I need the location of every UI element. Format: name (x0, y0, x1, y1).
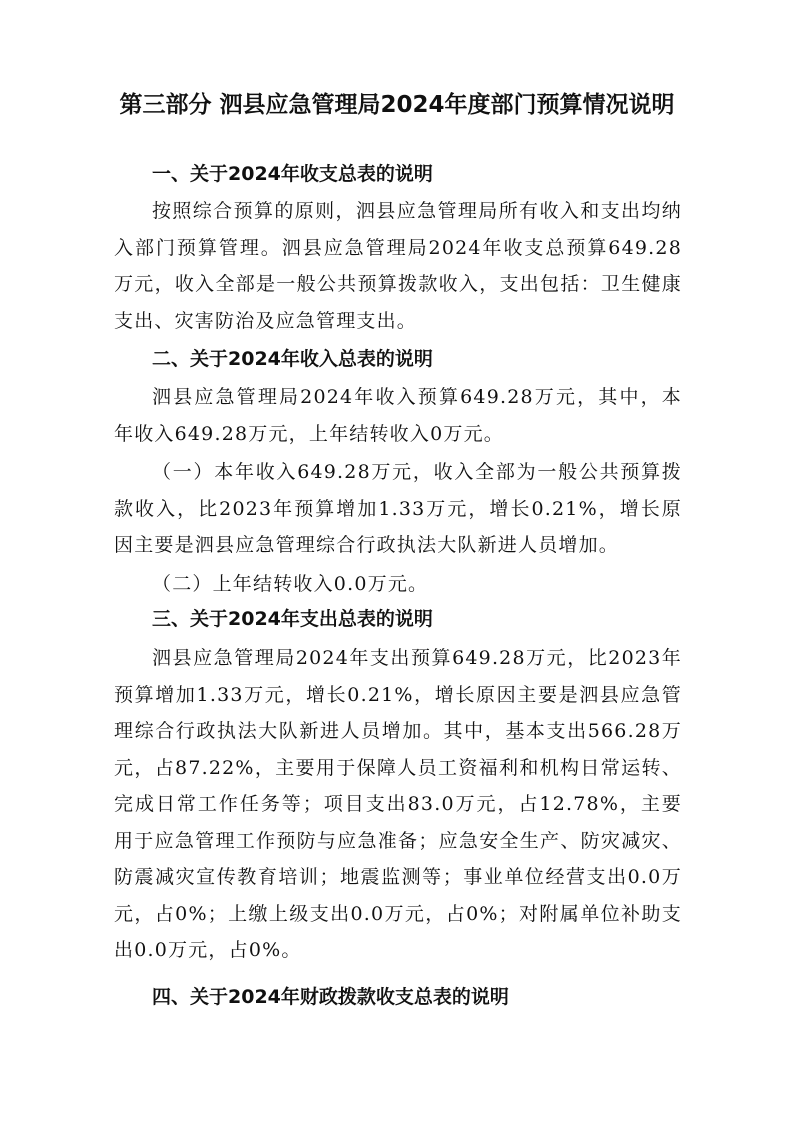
section-heading-4: 四、关于2024年财政拨款收支总表的说明 (152, 986, 509, 1008)
section-2-paragraph-3: （二）上年结转收入0.0万元。 (152, 573, 429, 595)
section-1-paragraph-1: 按照综合预算的原则，泗县应急管理局所有收入和支出均纳入部门预算管理。泗县应急管理局2024年收支总预算649.28万元，收入全部是一般公共预算拨款收入，支出包括：卫生健康支出、灾害防治及应急管理支出。 (114, 200, 682, 332)
section-2-paragraph-2: （一）本年收入649.28万元，收入全部为一般公共预算拨款收入，比2023年预算增加1.33万元，增长0.21%，增长原因主要是泗县应急管理综合行政执法大队新进人员增加。 (114, 461, 682, 556)
section-2-paragraph-1: 泗县应急管理局2024年收入预算649.28万元，其中，本年收入649.28万元，上年结转收入0万元。 (114, 386, 682, 445)
document-title: 第三部分 泗县应急管理局2024年度部门预算情况说明 (119, 92, 675, 118)
section-3-paragraph-1: 泗县应急管理局2024年支出预算649.28万元，比2023年预算增加1.33万元，增长0.21%，增长原因主要是泗县应急管理综合行政执法大队新进人员增加。其中，基本支出566.28万元，占87.22%，主要用于保障人员工资福利和机构日常运转、完成日常工作任务等；项目支出83.0万元，占12.78%，主要用于应急管理工作预防与应急准备；应急安全生产、防灾减灾、防震减灾宣传教育培训；地震监测等；事业单位经营支出0.0万元，占0%；上缴上级支出0.0万元，占0%；对附属单位补助支出0.0万元，占0%。 (114, 647, 682, 961)
section-heading-1: 一、关于2024年收支总表的说明 (152, 163, 433, 185)
section-heading-3: 三、关于2024年支出总表的说明 (152, 608, 433, 630)
section-heading-2: 二、关于2024年收入总表的说明 (152, 348, 433, 370)
